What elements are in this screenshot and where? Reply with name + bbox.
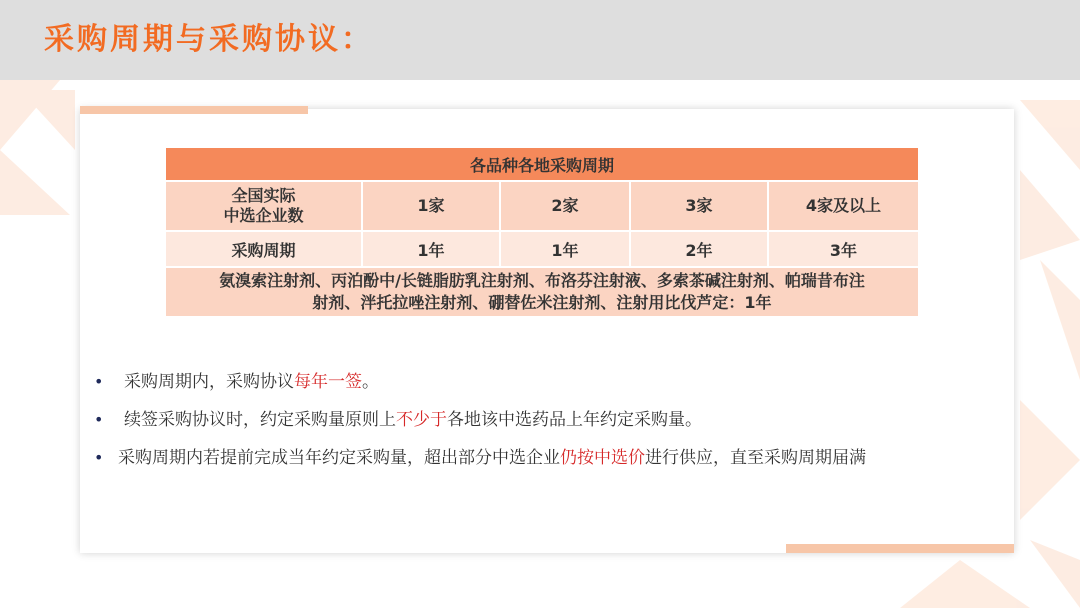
bullet-text [124,404,702,436]
table-cell: 3家 [630,181,768,231]
bullet-text [124,366,379,398]
row-header-cycle: 采购周期 [165,231,362,267]
bullet-text-post: 进行供应，直至采购周期届满 [645,448,866,468]
table-title: 各品种各地采购周期 [165,147,919,181]
bullet-icon: • [94,372,104,391]
list-item [94,366,1024,404]
bullet-text-pre: 采购周期内，采购协议 [124,372,294,392]
table-row [165,231,919,267]
bullet-text-post: 。 [362,372,379,392]
card-bottom-accent [786,544,1014,553]
bullet-text [118,442,866,474]
row-header-line: 中选企业数 [223,206,304,225]
bullet-list [94,366,1024,480]
table-cell: 1年 [500,231,630,267]
table-cell: 1年 [362,231,500,267]
note-line: 射剂、泮托拉唑注射剂、硼替佐米注射剂、注射用比伐芦定：1年 [312,293,772,312]
bullet-text-pre: 采购周期内若提前完成当年约定采购量，超出部分中选企业 [118,448,560,468]
row-header-line: 全国实际 [231,186,296,205]
bullet-text-post: 各地该中选药品上年约定采购量。 [447,410,702,430]
table-note [165,267,919,317]
bullet-icon: • [94,410,104,429]
page-title: 采购周期与采购协议： [44,22,374,57]
table-cell: 2年 [630,231,768,267]
header-bar [0,0,1080,80]
table-cell: 3年 [768,231,919,267]
bullet-text-pre: 续签采购协议时，约定采购量原则上 [124,410,396,430]
table-title-row [165,147,919,181]
table-row [165,181,919,231]
procurement-cycle-table [164,146,920,318]
bullet-highlight: 仍按中选价 [560,448,645,468]
row-header-company-count [165,181,362,231]
card-top-accent [80,106,308,114]
note-line: 氨溴索注射剂、丙泊酚中/长链脂肪乳注射剂、布洛芬注射液、多索茶碱注射剂、帕瑞昔布注 [219,271,865,290]
list-item [94,404,1024,442]
table-cell: 1家 [362,181,500,231]
bullet-highlight: 不少于 [396,410,447,430]
list-item [94,442,1024,480]
table-note-row [165,267,919,317]
bullet-icon: • [94,448,104,467]
table-cell: 4家及以上 [768,181,919,231]
bullet-highlight: 每年一签 [294,372,362,392]
table-cell: 2家 [500,181,630,231]
